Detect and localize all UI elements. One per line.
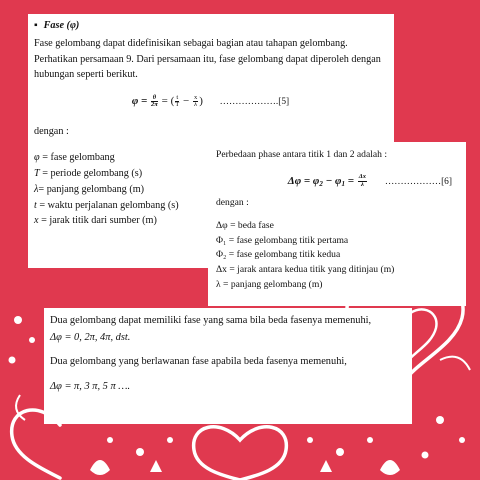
definition-item: Δφ = beda fase: [216, 219, 274, 231]
equation-5: φ = $\frac{\theta}{2\pi}$ = ( $\frac{t}{T}$ − $\frac{x}{\lambda}$ ) ……………….[5]: [131, 93, 290, 109]
definition-item: λ= panjang gelombang (m): [34, 183, 145, 195]
same-phase-values: Δφ = 0, 2π, 4π, dst.: [50, 331, 131, 343]
equation-6: $\Delta\varphi = \varphi_2 - \varphi_1$ = $\frac{\Delta x}{\lambda}$ ………………[6]: [287, 173, 452, 188]
definition-item: T = periode gelombang (s): [34, 167, 143, 179]
section-heading: ▪ Fase (φ): [34, 20, 80, 31]
phase-difference-card: [208, 142, 466, 306]
dengan-label: dengan :: [216, 196, 249, 208]
same-phase-text: Dua gelombang dapat memiliki fase yang sama bila beda fasenya memenuhi,: [50, 315, 372, 326]
phase-difference-title: Perbedaan phase antara titik 1 dan 2 adalah :: [216, 149, 388, 160]
definition-item: Φ₁ = fase gelombang titik pertama: [216, 234, 349, 246]
definition-item: λ = panjang gelombang (m): [216, 279, 323, 291]
definition-item: Φ₂ = fase gelombang titik kedua: [216, 249, 341, 261]
dengan-label: dengan :: [34, 126, 69, 138]
opposite-phase-text: Dua gelombang yang berlawanan fase apabila beda fasenya memenuhi,: [50, 356, 347, 368]
definition-item: Δx = jarak antara kedua titik yang ditinjau (m): [216, 264, 395, 276]
definition-item: φ = fase gelombang: [34, 152, 115, 164]
opposite-phase-values: Δφ = π, 3 π, 5 π ….: [50, 380, 131, 392]
intro-paragraph: Fase gelombang dapat didefinisikan sebagai bagian atau tahapan gelombang. Perhatikan persamaan 9. Dari persamaan itu, fase gelombang dapat diperoleh dengan hubungan seperti berikut.: [34, 37, 381, 81]
phase-summary-card: [44, 308, 412, 424]
definition-item: x = jarak titik dari sumber (m): [34, 215, 157, 227]
bullet-icon: ▪: [34, 20, 38, 31]
definition-item: t = waktu perjalanan gelombang (s): [34, 199, 179, 211]
